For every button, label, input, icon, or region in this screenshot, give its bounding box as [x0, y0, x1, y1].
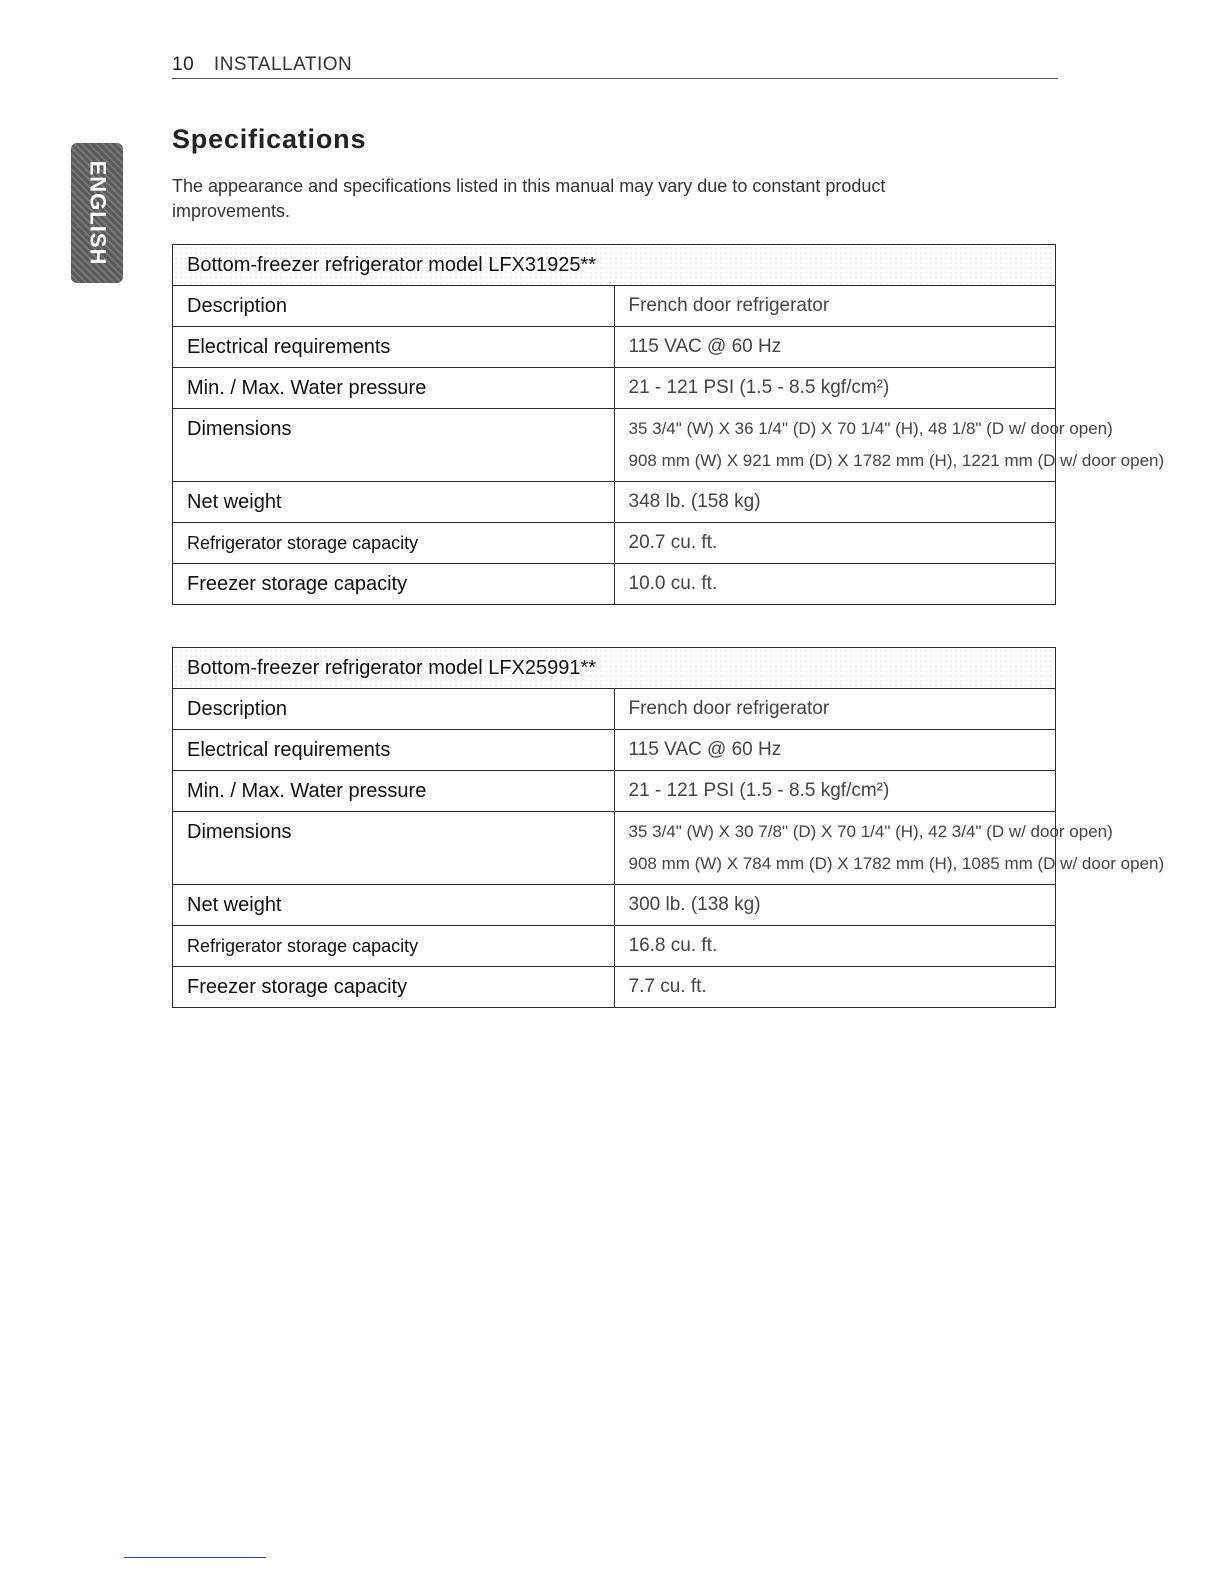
table-row [173, 967, 1056, 1008]
row-label: Freezer storage capacity [173, 967, 615, 1008]
page-title: Specifications [172, 124, 367, 154]
row-label: Dimensions [173, 812, 615, 885]
table-row [173, 730, 1056, 771]
row-label: Min. / Max. Water pressure [173, 368, 615, 409]
row-value: 348 lb. (158 kg) [614, 482, 1056, 523]
row-value: 7.7 cu. ft. [614, 967, 1056, 1008]
table-row [173, 885, 1056, 926]
table-row [173, 564, 1056, 605]
table-row [173, 689, 1056, 730]
row-value: 20.7 cu. ft. [614, 523, 1056, 564]
row-label: Electrical requirements [173, 730, 615, 771]
table-row [173, 286, 1056, 327]
row-label: Net weight [173, 885, 615, 926]
row-value: 16.8 cu. ft. [614, 926, 1056, 967]
table-title: Bottom-freezer refrigerator model LFX31925** [173, 245, 1056, 286]
spec-table-lfx31925 [172, 244, 1165, 605]
row-value: 115 VAC @ 60 Hz [614, 730, 1056, 771]
table-row [173, 926, 1056, 967]
row-value: 115 VAC @ 60 Hz [614, 327, 1056, 368]
table-row [173, 327, 1056, 368]
row-label: Net weight [173, 482, 615, 523]
language-tab-label: ENGLISH [85, 160, 111, 266]
row-value [614, 409, 1165, 482]
row-label: Dimensions [173, 409, 615, 482]
row-label: Refrigerator storage capacity [173, 926, 615, 967]
row-label: Min. / Max. Water pressure [173, 771, 615, 812]
row-value: French door refrigerator [614, 286, 1056, 327]
footer-rule [124, 1557, 266, 1558]
row-value: 21 - 121 PSI (1.5 - 8.5 kgf/cm²) [614, 368, 1056, 409]
table-row [173, 482, 1056, 523]
row-label: Freezer storage capacity [173, 564, 615, 605]
row-label: Electrical requirements [173, 327, 615, 368]
row-value: 300 lb. (138 kg) [614, 885, 1056, 926]
row-value: French door refrigerator [614, 689, 1056, 730]
page-header [172, 54, 1058, 79]
table-row [173, 523, 1056, 564]
spec-table-lfx25991 [172, 647, 1165, 1008]
table-row [173, 368, 1056, 409]
section-name: INSTALLATION [213, 54, 353, 75]
table-row [173, 771, 1056, 812]
table-row [173, 812, 1056, 885]
table-row [173, 409, 1056, 482]
page-number: 10 [172, 54, 195, 75]
row-value: 10.0 cu. ft. [614, 564, 1056, 605]
dimensions-metric: 908 mm (W) X 921 mm (D) X 1782 mm (H), 1221 mm (D w/ door open) [628, 451, 1165, 470]
language-tab [71, 143, 123, 283]
row-value [614, 812, 1165, 885]
intro-text: The appearance and specifications listed in this manual may vary due to constant product improvements. [172, 176, 886, 221]
row-value: 21 - 121 PSI (1.5 - 8.5 kgf/cm²) [614, 771, 1056, 812]
row-label: Description [173, 286, 615, 327]
row-label: Refrigerator storage capacity [173, 523, 615, 564]
table-title: Bottom-freezer refrigerator model LFX25991** [173, 648, 1056, 689]
dimensions-imperial: 35 3/4" (W) X 36 1/4" (D) X 70 1/4" (H), 48 1/8" (D w/ door open) [628, 419, 1113, 438]
row-label: Description [173, 689, 615, 730]
dimensions-imperial: 35 3/4" (W) X 30 7/8" (D) X 70 1/4" (H), 42 3/4" (D w/ door open) [628, 822, 1113, 841]
dimensions-metric: 908 mm (W) X 784 mm (D) X 1782 mm (H), 1085 mm (D w/ door open) [628, 854, 1165, 873]
